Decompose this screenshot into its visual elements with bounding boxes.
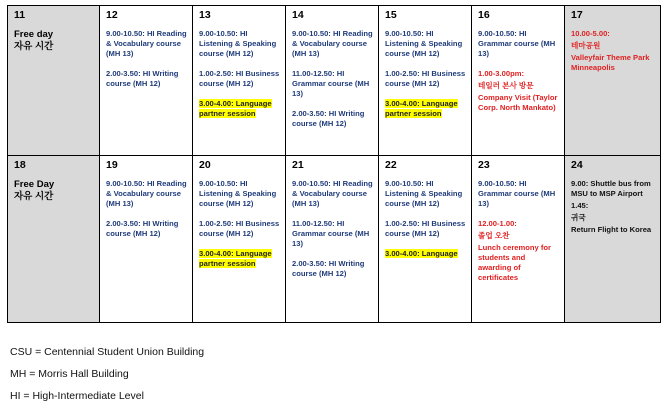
calendar-day-cell [193,6,286,156]
schedule-event [571,29,656,39]
calendar-day-cell [472,156,565,323]
event-text: 2.00-3.50: HI Writing course (MH 12) [106,69,179,88]
schedule-event [571,41,656,51]
event-text: 1.00-2.50: HI Business course (MH 12) [199,69,280,88]
calendar-day-cell [8,6,100,156]
schedule-event [106,29,188,59]
free-day-label: Free day [14,29,54,40]
schedule-event [292,259,374,279]
event-text: Lunch ceremony for students and awarding of certificates [478,243,551,282]
schedule-event [478,179,560,209]
calendar-day-cell [100,6,193,156]
schedule-event [199,219,281,239]
event-text: 9.00-10.50: HI Grammar course (MH 13) [478,29,556,58]
event-text: 9.00-10.50: HI Listening & Speaking course (MH 12) [199,179,277,208]
schedule-event [571,53,656,73]
schedule-event [385,69,467,89]
day-number: 17 [571,9,583,21]
legend-csu: CSU = Centennial Student Union Building [10,346,205,358]
schedule-event [385,99,467,119]
legend-mh: MH = Morris Hall Building [10,368,129,380]
schedule-event [199,99,281,119]
event-text: 1.00-2.50: HI Business course (MH 12) [385,69,466,88]
day-number: 22 [385,159,397,171]
event-text: 10.00-5.00: [571,29,610,38]
schedule-event [106,69,188,89]
language-partner-highlight: 3.00-4.00: Language partner session [199,249,272,268]
schedule-event [571,225,656,235]
schedule-event [292,179,374,209]
schedule-event [478,231,560,241]
day-number: 15 [385,9,397,21]
event-text: 9.00-10.50: HI Reading & Vocabulary course (MH 13) [292,29,373,58]
event-text: 9.00: Shuttle bus from MSU to MSP Airport [571,179,651,198]
schedule-event [199,179,281,209]
legend-hi: HI = High-Intermediate Level [10,390,144,402]
event-text: 1.00-2.50: HI Business course (MH 12) [385,219,466,238]
day-number: 14 [292,9,304,21]
schedule-event [199,69,281,89]
schedule-calendar [7,5,661,323]
calendar-day-cell [565,6,661,156]
language-partner-highlight: 3.00-4.00: Language partner session [385,99,458,118]
day-number: 24 [571,159,583,171]
schedule-event [571,201,656,211]
calendar-day-cell [286,6,379,156]
schedule-event [385,179,467,209]
day-number: 12 [106,9,118,21]
event-text: 2.00-3.50: HI Writing course (MH 12) [292,259,365,278]
calendar-day-cell [8,156,100,323]
day-number: 19 [106,159,118,171]
event-text: 귀국 [571,213,586,222]
day-number: 13 [199,9,211,21]
calendar-week-row [8,6,661,156]
schedule-event [478,93,560,113]
event-text: 1.45: [571,201,589,210]
schedule-event [199,29,281,59]
calendar-day-cell [379,156,472,323]
schedule-event [478,219,560,229]
schedule-event [478,69,560,79]
calendar-day-cell [379,6,472,156]
schedule-event [292,219,374,249]
event-text: 테마공원 [571,41,601,50]
schedule-event [292,109,374,129]
schedule-event [106,219,188,239]
event-text: 12.00-1.00: [478,219,517,228]
event-text: Valleyfair Theme Park Minneapolis [571,53,650,72]
event-text: 9.00-10.50: HI Reading & Vocabulary course (MH 13) [106,29,187,58]
schedule-event [478,81,560,91]
event-text: 9.00-10.50: HI Listening & Speaking course (MH 12) [385,179,463,208]
event-text: 9.00-10.50: HI Grammar course (MH 13) [478,179,556,208]
schedule-event [106,179,188,209]
schedule-event [571,179,656,199]
event-text: 11.00-12.50: HI Grammar course (MH 13) [292,69,370,98]
day-number: 18 [14,159,26,171]
day-number: 16 [478,9,490,21]
schedule-event [478,29,560,59]
free-day-label: 자유 시간 [14,191,54,202]
free-day-label: 자유 시간 [14,41,54,52]
day-number: 20 [199,159,211,171]
event-text: 9.00-10.50: HI Reading & Vocabulary course (MH 13) [292,179,373,208]
day-number: 11 [14,9,26,21]
calendar-day-cell [100,156,193,323]
free-day-label: Free Day [14,179,55,190]
event-text: 2.00-3.50: HI Writing course (MH 12) [106,219,179,238]
schedule-event [385,219,467,239]
day-number: 21 [292,159,304,171]
event-text: Return Flight to Korea [571,225,652,234]
calendar-day-cell [472,6,565,156]
day-number: 23 [478,159,490,171]
schedule-event [292,69,374,99]
event-text: 1.00-3.00pm: [478,69,525,78]
language-partner-highlight: 3.00-4.00: Language [385,249,458,258]
calendar-day-cell [193,156,286,323]
event-text: 9.00-10.50: HI Reading & Vocabulary course (MH 13) [106,179,187,208]
schedule-event [385,249,467,259]
schedule-event [292,29,374,59]
event-text: 9.00-10.50: HI Listening & Speaking course (MH 12) [385,29,463,58]
schedule-event [571,213,656,223]
event-text: 테일러 본사 방문 [478,81,534,90]
event-text: 졸업 오찬 [478,231,510,240]
schedule-event [478,243,560,283]
schedule-event [385,29,467,59]
language-partner-highlight: 3.00-4.00: Language partner session [199,99,272,118]
event-text: 11.00-12.50: HI Grammar course (MH 13) [292,219,370,248]
calendar-day-cell [286,156,379,323]
schedule-event [199,249,281,269]
calendar-week-row [8,156,661,323]
event-text: 2.00-3.50: HI Writing course (MH 12) [292,109,365,128]
event-text: Company Visit (Taylor Corp. North Mankato) [478,93,558,112]
event-text: 1.00-2.50: HI Business course (MH 12) [199,219,280,238]
event-text: 9.00-10.50: HI Listening & Speaking course (MH 12) [199,29,277,58]
calendar-day-cell [565,156,661,323]
